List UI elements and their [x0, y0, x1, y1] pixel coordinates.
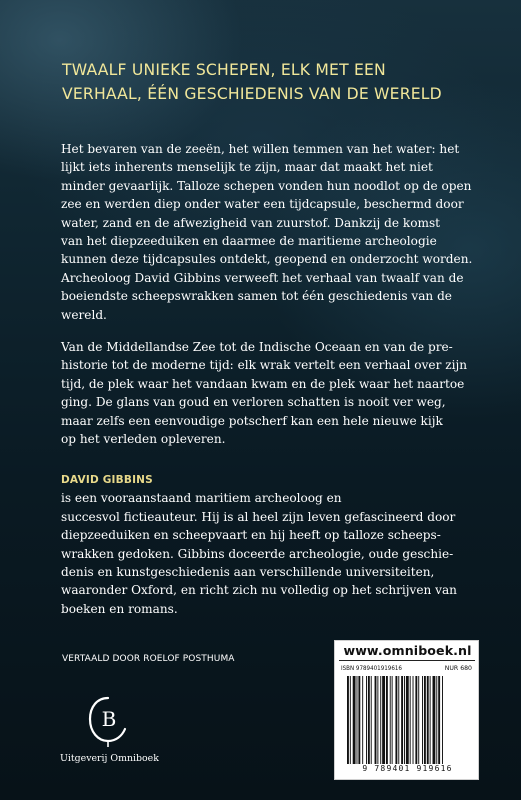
barcode-bar [436, 676, 437, 764]
author-bio-first-line: is een vooraanstaand maritiem archeoloog en [61, 491, 342, 506]
barcode-bar [427, 676, 429, 764]
text-line: water, zand en de afwezigheid van zuurstof. Dankzij de komst [61, 215, 441, 230]
blurb-paragraph-2 [61, 338, 491, 448]
barcode-bar [390, 676, 391, 764]
text-line: boeken en romans. [61, 601, 178, 616]
author-name: DAVID GIBBINS [61, 474, 153, 486]
text-line: boeiendste scheepswrakken samen tot één geschiedenis van de [61, 289, 452, 304]
barcode-bar [350, 676, 351, 764]
barcode-bar [362, 676, 363, 764]
barcode-bar [418, 676, 419, 764]
barcode-bar [353, 676, 356, 764]
text-line: Archeoloog David Gibbins verweeft het verhaal van twaalf van de [61, 270, 464, 285]
text-line: diepzeeduiken en scheepvaart en hij heeft op talloze scheeps- [61, 528, 441, 543]
barcode-bar [368, 676, 370, 764]
barcode-bar [404, 676, 405, 764]
barcode-bar [377, 676, 378, 764]
barcode-bar [438, 676, 440, 764]
barcode-bar [401, 676, 403, 764]
text-line: op het verleden opleveren. [61, 432, 226, 447]
barcode-bar [410, 676, 411, 764]
text-line: tijd, de plek waar het vandaan kwam en de plek waar het naartoe [61, 376, 465, 391]
text-line: wrakken gedoken. Gibbins doceerde archeologie, oude geschie- [61, 546, 454, 561]
divider [339, 660, 475, 661]
blurb-paragraph-1 [61, 140, 491, 324]
headline-line: TWAALF UNIEKE SCHEPEN, ELK MET EEN [62, 61, 386, 79]
nur-label: NUR 680 [444, 665, 472, 672]
barcode-bar [347, 676, 349, 764]
barcode-bar [398, 676, 399, 764]
publisher-name: Uitgeverij Omniboek [60, 753, 159, 764]
barcode-bar [371, 676, 372, 764]
publisher-logo-icon [87, 696, 129, 748]
barcode-bar [415, 676, 417, 764]
text-line: Van de Middellandse Zee tot de Indische Oceaan en van de pre- [61, 340, 453, 354]
barcode-bar [357, 676, 358, 764]
barcode-bar [380, 676, 381, 764]
barcode-bar [433, 676, 436, 764]
text-line: historie tot de moderne tijd: elk wrak vertelt een verhaal over zijn [61, 358, 467, 373]
text-line: kunnen deze tijdcapsules ontdekt, geopend en onderzocht worden. [61, 252, 473, 267]
barcode-bar [386, 676, 388, 764]
translator-credit: VERTAALD DOOR ROELOF POSTHUMA [62, 654, 235, 664]
barcode-bar [413, 676, 414, 764]
barcode-bar [424, 676, 426, 764]
barcode-panel [334, 640, 479, 780]
text-line: ging. De glans van goud en verloren schatten is nooit ver weg, [61, 395, 446, 410]
author-bio [61, 471, 491, 618]
publisher-logo [60, 696, 170, 776]
publisher-url: www.omniboek.nl [343, 643, 472, 658]
text-line: zee en werden diep onder water een tijdcapsule, beschermd door [61, 197, 464, 212]
barcode-bar [375, 676, 377, 764]
barcode-digits: 9 789401 919616 [362, 764, 453, 773]
barcode-bar [442, 676, 443, 764]
text-line: Het bevaren van de zeeën, het willen temmen van het water: het [61, 142, 460, 156]
text-line: lijkt iets inherents menselijk te zijn, maar dat maakt het niet [61, 160, 433, 175]
headline-line: VERHAAL, ÉÉN GESCHIEDENIS VAN DE WERELD [62, 85, 442, 103]
text-line: minder gevaarlijk. Talloze schepen vonden hun noodlot op de open [61, 178, 472, 193]
barcode-bar [422, 676, 423, 764]
barcode [347, 676, 471, 764]
text-line [61, 471, 491, 508]
barcode-bar [366, 676, 367, 764]
text-line: succesvol fictieauteur. Hij is al heel zijn leven gefascineerd door [61, 509, 456, 524]
publisher-logo-letter: B [101, 707, 117, 731]
headline [62, 58, 502, 106]
isbn-label: ISBN 9789401919616 [341, 665, 402, 672]
text-line: denis en kunstgeschiedenis aan verschillende universiteiten, [61, 565, 435, 580]
text-line: maar zelfs een eenvoudige potscherf kan een hele nieuwe kijk [61, 413, 443, 428]
barcode-bar [358, 676, 360, 764]
text-line: van het diepzeeduiken en daarmee de maritieme archeologie [61, 234, 437, 249]
text-line: waaronder Oxford, en richt zich nu volledig op het schrijven van [61, 583, 457, 598]
barcode-bar [406, 676, 409, 764]
barcode-bar [382, 676, 385, 764]
barcode-bar [392, 676, 393, 764]
text-line: wereld. [61, 307, 107, 322]
barcode-bar [430, 676, 431, 764]
barcode-bar [395, 676, 397, 764]
